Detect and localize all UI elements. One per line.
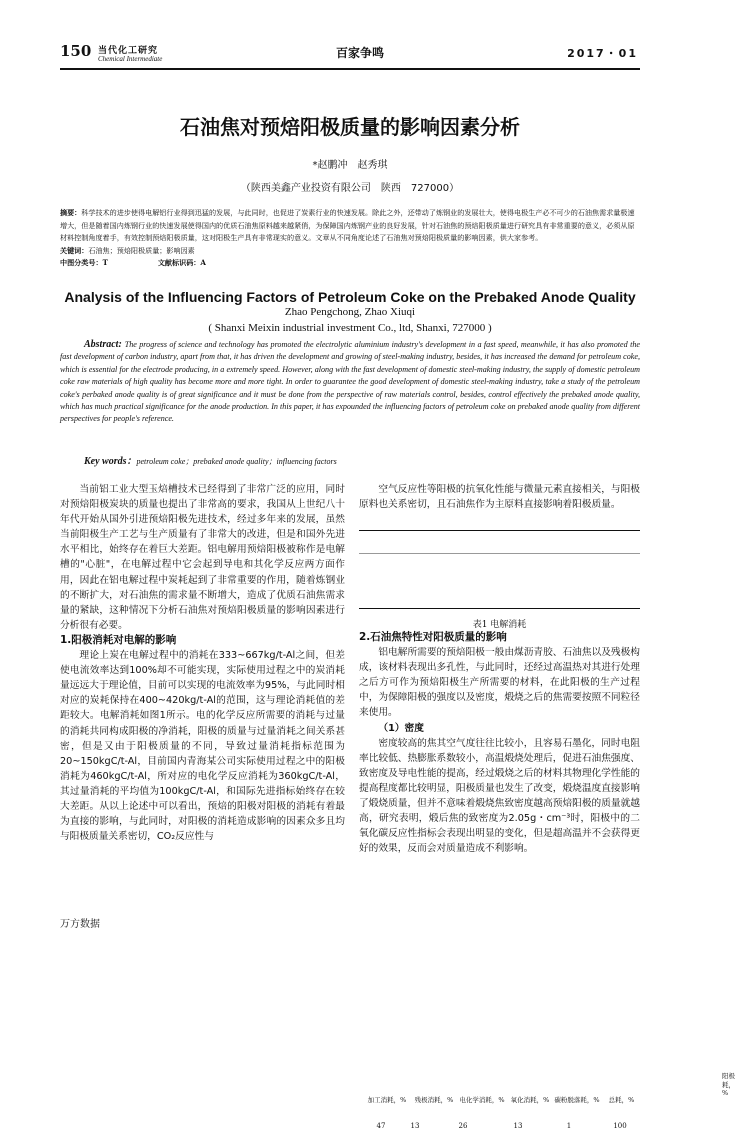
keywords-cn (60, 245, 640, 258)
article-title-en: Analysis of the Influencing Factors of Petroleum Coke on the Prebaked Anode Quality (64, 289, 636, 305)
table-header-cell: 残极消耗，% (414, 1096, 454, 1104)
column-name: 百家争鸣 (335, 46, 384, 60)
journal-name-cn: 当代化工研究 (98, 46, 159, 56)
classification-line (60, 257, 640, 270)
table-cell: 13 (410, 1122, 420, 1130)
table-header-cell: 氧化消耗，% (510, 1096, 550, 1104)
body-right-column-lower (359, 630, 640, 856)
clc-value: T (102, 258, 108, 267)
table-title: 阳极耗，% (722, 1072, 735, 1097)
header-divider (60, 68, 640, 70)
affiliation-en: ( Shanxi Meixin industrial investment Co., ltd, Shanxi, 727000 ) (208, 322, 492, 334)
keywords-en-text: petroleum coke；prebaked anode quality；influencing factors (136, 457, 337, 466)
abstract-en-text: The progress of science and technology has promoted the electrolytic aluminium industry's development in a fast speed, meanwhile, it has also promoted the fast development of carbon industry, apart from that, it has driven the development and growing of steel-making industry, besides, it has increased the demand for petroleum coke, which is essential for the electrode producing, in a extremely speed. However, along with the fast development of domestic steel-making industry, the supply of domestic petroleum coke raw materials of high quality has become more and more tight. In order to guarantee the good development of domestic steel-making industry, take a study of the petroleum coke's perbaked anode quality is of great significance and it must be done from the perspective of raw materials control, besides, control effectively the prebaked anode quality, which has much practical significance for the anode production. In this paper, it has expounded the influencing factors of petroleum coke on prebaked anode quality from different perspectives for people's reference. (60, 340, 640, 424)
section-2-heading: 2.石油焦特性对阳极质量的影响 (359, 631, 507, 643)
doc-code-label: 文献标识码： (157, 258, 201, 267)
keywords-en-label: Key words (84, 456, 127, 467)
table-header-cell: 总耗，% (608, 1096, 635, 1104)
abstract-en: Abstract: The progress of science and technology has promoted the electrolytic aluminium industry's development in a fast speed, meanwhile, it has also promoted the fast development of carbon industry, apart from that, it has driven the development and growing of steel-making industry, besides, it has increased the demand for petroleum coke, which is essential for the electrode producing, in a extremely speed. However, along with the fast development of domestic steel-making industry, the supply of domestic petroleum coke raw materials of high quality has become more and more tight. In order to guarantee the good development of domestic steel-making industry, take a study of the petroleum coke's perbaked anode quality is of great significance and it must be done from the perspective of raw materials control, besides, control effectively the prebaked anode quality, which has much practical significance for the anode production. In this paper, it has expounded the influencing factors of petroleum coke on prebaked anode quality from different perspectives for people's reference. (60, 339, 640, 424)
table-divider (359, 553, 640, 554)
keywords-cn-text: 石油焦；预焙阳极质量；影响因素 (88, 245, 195, 255)
authors-en: Zhao Pengchong, Zhao Xiuqi (284, 306, 416, 318)
doc-code-value: A (200, 258, 206, 267)
keywords-en: Key words：petroleum coke；prebaked anode quality；influencing factors (84, 456, 337, 467)
journal-name-en: Chemical Intermediate (98, 55, 163, 63)
section-1-paragraph: 理论上炭在电解过程中的消耗在333~667kg/t-Al之间，但差使电流效率达到100%却不可能实现，实际使用过程之中的炭消耗量远远大于理论值，目前可以实现的电流效率为95%，与此同时相对应的炭耗保持在400~420kg/t-Al的范围，这与理论消耗值的差距较大。电解消耗如图1所示。电的化学反应所需要的消耗与过量的消耗共同构成阳极的净消耗，阳极的质量与过量消耗之间关系甚密，但是又由于阳极质量的不同，导致过量消耗指标范围为20~150kgC/t-Al，目前国内青海某公司实际使用过程之中的阳极消耗为460kgC/t-Al，所对应的电化学反应消耗为360kgC/t-Al，其过量消耗的平均值为100kgC/t-Al，和国际先进指标始终存在较大差距。从以上论述中可以看出，预焙的阳极对阳极的消耗有着最为直接的影响，与此同时，对阳极的消耗造成影响的因素众多且均与阳极质量关系密切，CO₂反应性与 (60, 650, 345, 843)
intro-paragraph: 当前铝工业大型玉焙槽技术已经得到了非常广泛的应用，同时对预焙阳极炭块的质量也提出了非常高的要求，我国从上世纪八十年代开始从国外引进预焙阳极先进技术，经过多年来的发展，虽然当前阳极生产工艺与生产质量有了非常大的改进，但是和国外先进水平相比，始终存在着巨大差距。铝电解用预焙阳极被称作是电解槽的"心脏"，在电解过程中它会起到导电和其化学反应两方面作用，因此在铝电解过程中炭耗起到了非常重要的作用，随着炼钢业的不断扩大，对石油焦的需求量不断增大，造成了优质石油焦需求量的紧缺，这种情况下分析石油焦对预焙阳极质量的影响因素进行分析很有必要。 (60, 484, 345, 631)
table-cell: 13 (513, 1122, 523, 1130)
table-cell: 26 (458, 1122, 468, 1130)
page-number: 150 (60, 42, 92, 60)
footer-source: 万方数据 (60, 919, 100, 930)
table-cell: 100 (613, 1122, 627, 1130)
body-right-column (359, 482, 640, 512)
abstract-cn-text: 科学技术的进步使得电解铝行业得到迅猛的发展，与此同时，也促进了炭素行业的快速发展。除此之外，还带动了炼钢业的发展壮大，使得电极生产必不可少的石油焦需求量极速增大，但是随着国内炼钢行业的快速发展使得国内的优质石油焦原料越来越紧俏，为保障国内炼钢产业的良好发展，针对石油焦的预焙阳极质量进行研究具有非常重要的意义，必须从原材料控制角度着手，有效控制预焙阳极质量，这对阳极生产具有非常现实的意义。文章从不同角度论述了石油焦对预焙阳极质量的影响因素，供大家参考。 (60, 208, 635, 242)
section-1-heading: 1.阳极消耗对电解的影响 (60, 633, 177, 646)
authors-cn: *赵鹏冲 赵秀琪 (312, 160, 388, 171)
abstract-cn (60, 207, 640, 270)
abstract-en-label: Abstract (84, 339, 119, 350)
table-caption: 表1 电解消耗 (472, 620, 527, 630)
subsection-heading: （1）密度 (378, 722, 424, 734)
section-2-paragraph: 铝电解所需要的预焙阳极一般由煤沥青胶、石油焦以及残极构成，该材料表现出多孔性，与此同时，还经过高温热对其进行处理之后方可作为预焙阳极生产所需要的材料，在此阳极的生产过程中，为保障阳极的强度以及密度，煅烧之后的焦需要按照不同粒径来使用。 (359, 647, 640, 719)
table-header-cell: 电化学消耗，% (459, 1096, 505, 1104)
affiliation-cn: （陕西美鑫产业投资有限公司 陕西 727000） (240, 183, 460, 194)
keywords-cn-label: 关键词： (60, 245, 89, 255)
issue-label: 2017・01 (567, 47, 638, 60)
article-title-cn: 石油焦对预焙阳极质量的影响因素分析 (180, 115, 520, 139)
continuation-paragraph: 空气反应性等阳极的抗氧化性能与微量元素直接相关，与阳极原料也关系密切，且石油焦作为主原料直接影响着阳极质量。 (359, 484, 640, 511)
abstract-cn-body (60, 207, 640, 245)
table-cell: 47 (376, 1122, 386, 1130)
subsection-paragraph: 密度较高的焦其空气度往往比较小，且容易石墨化，同时电阻率比较低、热膨胀系数较小，高温煅烧处理后，促进石油焦强度、致密度及导电性能的提高，经过煅烧之后的材料其物理化学性能的提高程度都比较明显，阳极质量也发生了改变，煅烧温度直接影响了煅烧质量，但并不意味着煅烧焦致密度越高预焙阳极的质量就越高，研究表明，煅后焦的致密度为2.05g・cm⁻³时，阳极中的二氧化碳反应性指标会表现出明显的变化，但是超高温并不会获得更好的效果，反而会对质量造成不利影响。 (359, 737, 640, 855)
table-header-cell: 碳粉脱落耗，% (554, 1096, 600, 1104)
abstract-cn-label: 摘要： (60, 208, 82, 217)
table-header-cell: 加工消耗，% (367, 1096, 407, 1104)
body-left-column (60, 482, 345, 844)
clc-label: 中图分类号： (60, 258, 103, 267)
table-cell: 1 (566, 1122, 572, 1130)
